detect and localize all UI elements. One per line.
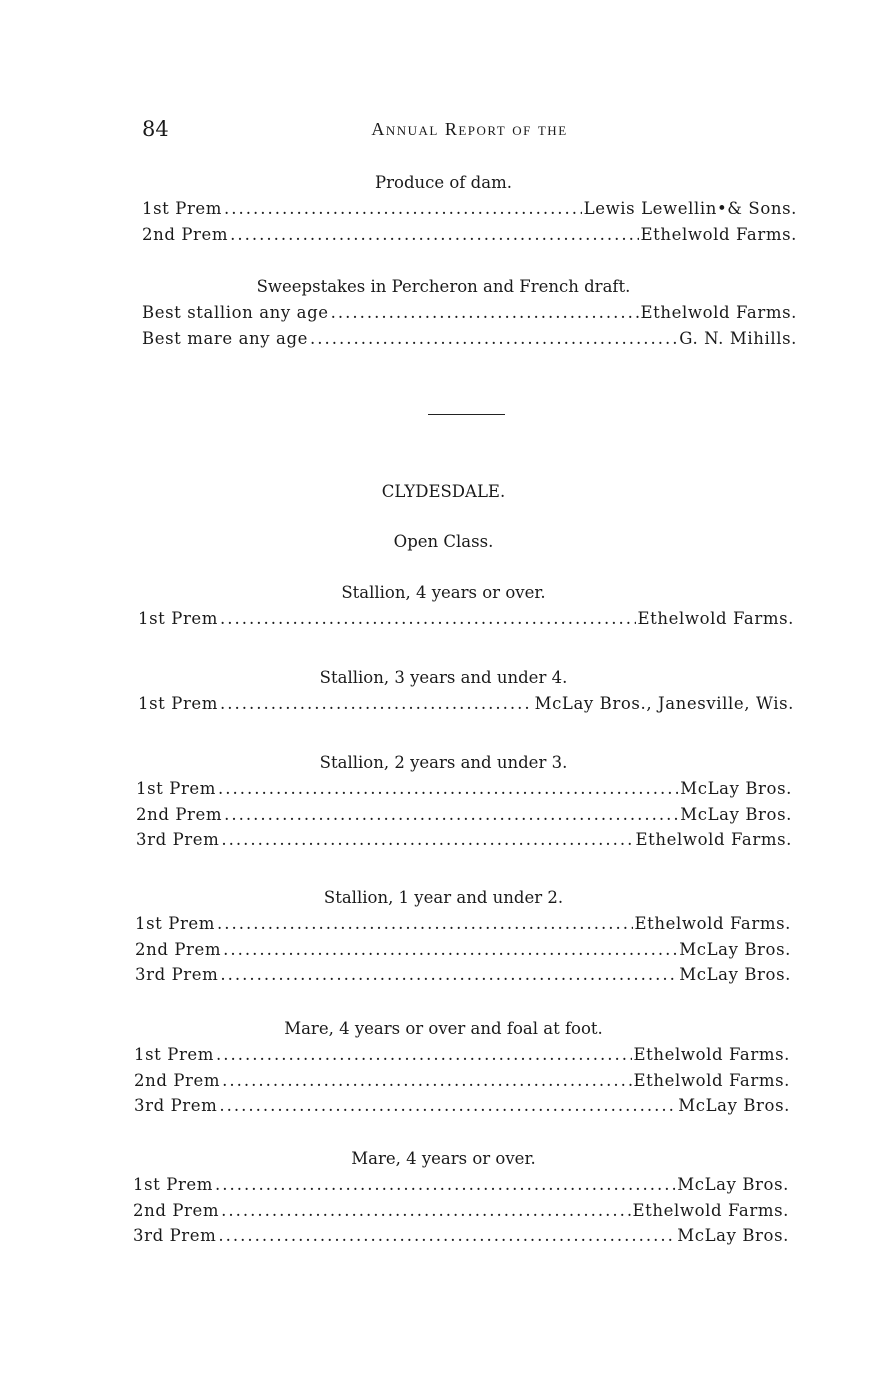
section-block	[0, 274, 887, 351]
section-block	[0, 529, 887, 555]
section-divider	[428, 414, 505, 415]
award-winner: Ethelwold Farms.	[633, 1045, 790, 1064]
award-label: 1st Prem	[135, 914, 216, 933]
section-block	[0, 665, 887, 717]
award-winner: McLay Bros.	[677, 1226, 789, 1246]
page-header	[142, 117, 797, 147]
section-heading: Stallion, 1 year and under 2.	[323, 888, 564, 907]
dot-leader	[220, 962, 677, 988]
dot-leader	[223, 937, 677, 963]
section-heading: Stallion, 2 years and under 3.	[319, 753, 568, 772]
award-label: 1st Prem	[138, 694, 219, 713]
section-block	[0, 1146, 887, 1249]
page-number: 84	[142, 117, 169, 141]
section-heading: Mare, 4 years or over and foal at foot.	[284, 1019, 603, 1038]
award-entry	[142, 222, 797, 248]
section-heading: CLYDESDALE.	[381, 482, 506, 501]
award-entry	[134, 1068, 790, 1094]
dot-leader	[220, 606, 635, 632]
dot-leader	[221, 1198, 630, 1224]
award-entry	[136, 827, 792, 853]
section-heading: Open Class.	[393, 532, 494, 551]
award-winner: McLay Bros.	[677, 1175, 789, 1194]
award-label: 3rd Prem	[136, 830, 220, 850]
award-winner: Ethelwold Farms.	[634, 914, 791, 933]
award-winner: Ethelwold Farms.	[633, 1070, 790, 1090]
award-entry	[142, 196, 797, 222]
dot-leader	[218, 776, 678, 802]
dot-leader	[310, 326, 677, 352]
award-winner: Ethelwold Farms.	[635, 830, 792, 850]
section-block	[0, 170, 887, 247]
section-heading: Mare, 4 years or over.	[351, 1149, 536, 1168]
dot-leader	[224, 196, 582, 222]
award-entry	[134, 1042, 790, 1068]
award-label: 1st Prem	[138, 609, 219, 628]
award-winner: McLay Bros.	[680, 779, 792, 798]
section-heading: Produce of dam.	[375, 173, 512, 192]
award-entry	[133, 1172, 789, 1198]
award-label: 2nd Prem	[135, 939, 222, 959]
dot-leader	[217, 911, 632, 937]
award-entry	[142, 300, 797, 326]
award-winner: McLay Bros.	[679, 939, 791, 959]
section-heading: Stallion, 3 years and under 4.	[319, 668, 568, 687]
award-label: 2nd Prem	[133, 1200, 220, 1220]
dot-leader	[220, 691, 533, 717]
running-title: Annual Report of the	[371, 119, 568, 139]
award-entry	[136, 802, 792, 828]
award-winner: G. N. Mihills.	[679, 328, 797, 348]
award-label: 1st Prem	[133, 1175, 214, 1194]
award-winner: McLay Bros.	[679, 965, 791, 985]
award-label: 3rd Prem	[133, 1226, 217, 1246]
award-winner: Ethelwold Farms.	[640, 224, 797, 244]
award-label: 1st Prem	[136, 779, 217, 798]
award-label: Best stallion any age	[142, 303, 329, 322]
award-entry	[135, 911, 791, 937]
award-label: 3rd Prem	[134, 1096, 218, 1116]
dot-leader	[224, 802, 678, 828]
award-label: 2nd Prem	[136, 804, 223, 824]
award-winner: McLay Bros., Janesville, Wis.	[534, 694, 794, 713]
award-label: 1st Prem	[142, 199, 223, 218]
award-entry	[138, 606, 794, 632]
award-label: Best mare any age	[142, 328, 309, 348]
dot-leader	[221, 827, 633, 853]
award-entry	[133, 1198, 789, 1224]
section-heading: Stallion, 4 years or over.	[341, 583, 546, 602]
award-entry	[136, 776, 792, 802]
award-entry	[142, 326, 797, 352]
award-entry	[135, 962, 791, 988]
section-block	[0, 580, 887, 632]
award-winner: Ethelwold Farms.	[632, 1200, 789, 1220]
award-entry	[133, 1223, 789, 1249]
dot-leader	[331, 300, 639, 326]
dot-leader	[222, 1068, 631, 1094]
dot-leader	[215, 1172, 675, 1198]
award-entry	[138, 691, 794, 717]
award-winner: McLay Bros.	[680, 804, 792, 824]
section-block	[0, 750, 887, 853]
award-label: 2nd Prem	[134, 1070, 221, 1090]
award-winner: Lewis Lewellin•& Sons.	[583, 199, 797, 218]
section-heading: Sweepstakes in Percheron and French draft.	[256, 277, 631, 296]
award-label: 2nd Prem	[142, 224, 229, 244]
dot-leader	[230, 222, 638, 248]
award-label: 3rd Prem	[135, 965, 219, 985]
award-label: 1st Prem	[134, 1045, 215, 1064]
section-block	[0, 1016, 887, 1119]
dot-leader	[219, 1093, 676, 1119]
award-winner: Ethelwold Farms.	[637, 609, 794, 628]
award-winner: Ethelwold Farms.	[640, 303, 797, 322]
dot-leader	[216, 1042, 631, 1068]
award-winner: McLay Bros.	[678, 1096, 790, 1116]
dot-leader	[218, 1223, 675, 1249]
section-block	[0, 885, 887, 988]
award-entry	[135, 937, 791, 963]
section-block	[0, 479, 887, 505]
award-entry	[134, 1093, 790, 1119]
